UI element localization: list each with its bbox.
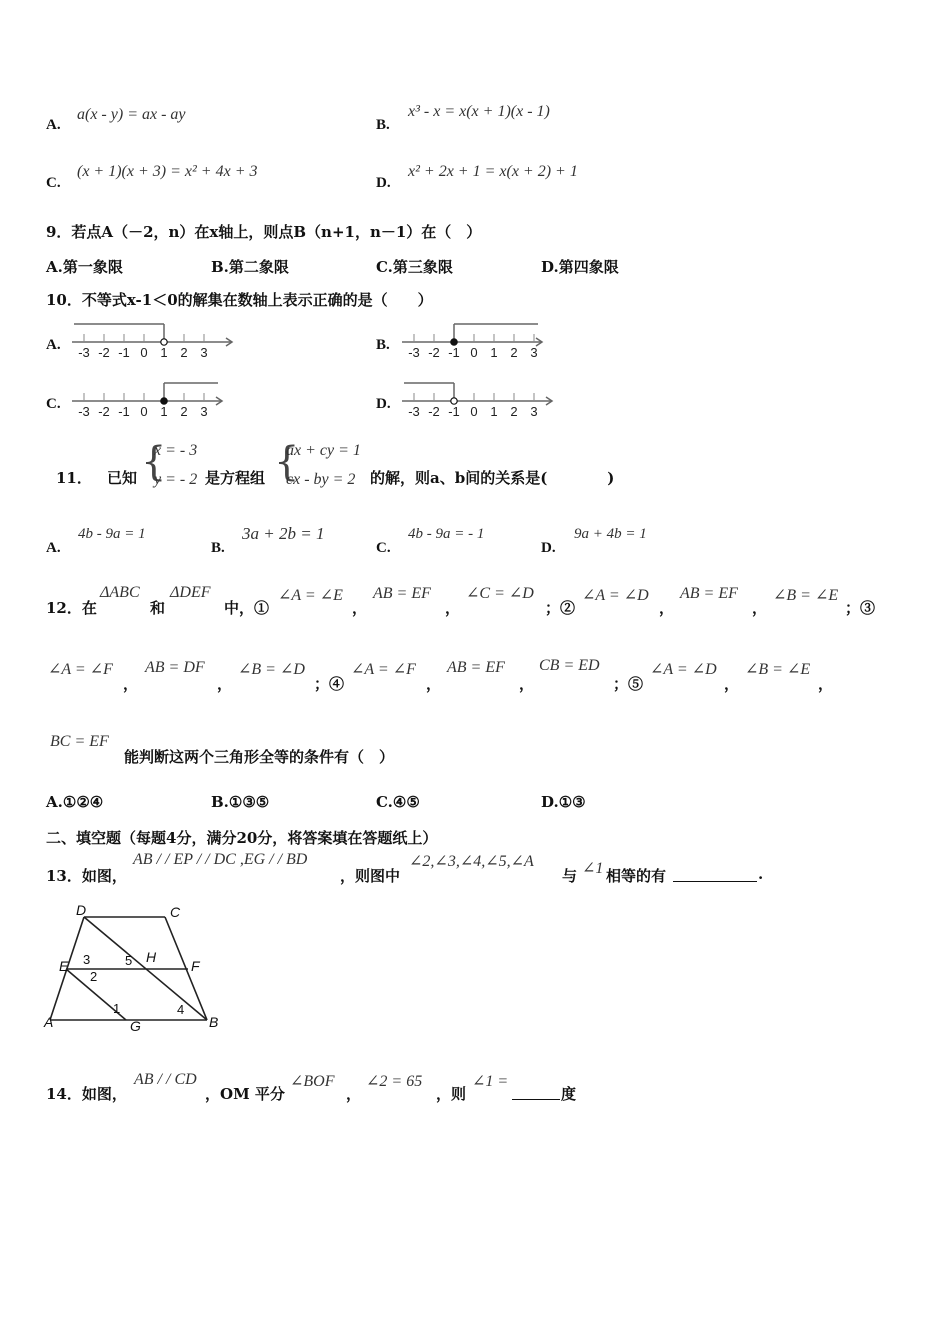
q12-sep: ， — [352, 599, 368, 617]
q11-option-a-label: A. — [46, 540, 61, 556]
number-line-tick-label: 3 — [530, 404, 538, 419]
figure-label-c: C — [170, 904, 181, 920]
q12-and: 和 — [150, 599, 166, 617]
q8-option-a-expr: a(x - y) = ax - ay — [77, 106, 186, 123]
q14-om-bisects: ，OM 平分 — [205, 1085, 285, 1103]
q11-option-c-expr: 4b - 9a = - 1 — [408, 526, 485, 542]
q12-cond4-a: ∠A = ∠F — [351, 661, 416, 678]
q12-cond1-c: ∠C = ∠D — [466, 585, 534, 602]
q13-expr-angles: ∠2,∠3,∠4,∠5,∠A — [409, 853, 534, 870]
q13-number: 13．如图， — [46, 867, 127, 885]
q12-zhong: 中，① — [224, 599, 270, 617]
q12-sep: ， — [519, 675, 535, 693]
q12-cond4-b: AB = EF — [447, 659, 505, 676]
number-line-tick-label: -3 — [78, 345, 90, 360]
number-line-tick-label: 2 — [180, 404, 188, 419]
number-line-tick-label: -1 — [118, 345, 130, 360]
number-line-tick-label: -3 — [408, 345, 420, 360]
q11-mid: 是方程组 — [205, 469, 266, 487]
q14-expr-angle-bof: ∠BOF — [290, 1073, 335, 1090]
q12-cond3-c: ∠B = ∠D — [238, 661, 305, 678]
closed-point — [451, 339, 457, 345]
q12-cond5-b: ∠B = ∠E — [745, 661, 811, 678]
q14-number: 14．如图， — [46, 1085, 127, 1103]
q10-question: 10．不等式x-1＜0的解集在数轴上表示正确的是（ ） — [46, 291, 433, 309]
q13-post: 相等的有 — [606, 867, 667, 885]
q11-option-d-expr: 9a + 4b = 1 — [574, 526, 647, 542]
number-line-tick-label: -2 — [98, 404, 110, 419]
figure-angle-1: 1 — [113, 1001, 121, 1016]
q12-option-a: A.①②④ — [46, 793, 104, 811]
q10-numberline-a — [70, 318, 240, 366]
number-line-tick-label: 3 — [200, 345, 208, 360]
q12-sep: ， — [724, 675, 740, 693]
q11-option-b-label: B. — [211, 540, 225, 556]
number-line-tick-label: -1 — [118, 404, 130, 419]
figure-label-d: D — [76, 902, 87, 918]
q10-option-c-label: C. — [46, 396, 61, 412]
q8-option-b-label: B. — [376, 117, 390, 133]
q11-brace-2: { — [274, 439, 300, 485]
open-point — [451, 398, 457, 404]
q11-sys2-line2: cx - by = 2 — [286, 471, 356, 488]
q9-question: 9．若点A（－2，n）在x轴上，则点B（n+1，n－1）在（ ） — [46, 223, 482, 241]
q11-sys1-line1: x = - 3 — [154, 442, 198, 459]
q12-sep: ， — [217, 675, 233, 693]
q9-option-b: B.第二象限 — [211, 258, 289, 276]
q14-expr-parallel: AB / / CD — [134, 1071, 197, 1088]
number-line-tick-label: 0 — [140, 345, 148, 360]
figure-angle-5: 5 — [125, 953, 133, 968]
q12-cond5-c: BC = EF — [50, 733, 109, 750]
open-point — [161, 339, 167, 345]
q11-sys1-line2: y = - 2 — [154, 471, 198, 488]
q11-option-b-expr: 3a + 2b = 1 — [242, 524, 325, 543]
number-line-tick-label: -1 — [448, 345, 460, 360]
q14-expr-angle1: ∠1 = — [472, 1073, 509, 1090]
figure-label-a: A — [44, 1014, 54, 1030]
number-line-tick-label: 2 — [510, 345, 518, 360]
number-line-tick-label: 0 — [470, 404, 478, 419]
q13-expr-parallel: AB / / EP / / DC ,EG / / BD — [133, 851, 308, 868]
q13-trapezoid-figure — [40, 900, 230, 1040]
q10-option-d-label: D. — [376, 396, 391, 412]
q13-answer-blank[interactable] — [673, 865, 757, 882]
figure-label-f: F — [191, 958, 200, 974]
number-line-tick-label: 0 — [140, 404, 148, 419]
number-line-tick-label: -2 — [428, 404, 440, 419]
q12-sep: ；③ — [845, 599, 876, 617]
number-line-tick-label: -3 — [78, 404, 90, 419]
q12-sep: ， — [445, 599, 461, 617]
q12-cond4-c: CB = ED — [539, 657, 600, 674]
q12-sep: ；④ — [314, 675, 345, 693]
q11-option-d-label: D. — [541, 540, 556, 556]
q11-brace-1: { — [141, 439, 167, 485]
q9-option-c: C.第三象限 — [376, 258, 453, 276]
number-line-tick-label: -2 — [428, 345, 440, 360]
q8-option-d-label: D. — [376, 175, 391, 191]
q12-sep: ， — [426, 675, 442, 693]
q12-cond3-a: ∠A = ∠F — [48, 661, 113, 678]
q12-cond1-a: ∠A = ∠E — [278, 587, 343, 604]
number-line-tick-label: -1 — [448, 404, 460, 419]
q11-number: 11． — [56, 469, 92, 487]
q13-yu: 与 — [562, 867, 578, 885]
q12-question-tail: 能判断这两个三角形全等的条件有（ ） — [124, 748, 395, 766]
q10-option-b-label: B. — [376, 337, 390, 353]
q10-numberline-c — [70, 377, 230, 425]
q12-sep: ， — [123, 675, 139, 693]
q9-option-a: A.第一象限 — [46, 258, 123, 276]
q11-post: 的解，则a、b间的关系是( ) — [370, 469, 615, 487]
number-line-tick-label: 1 — [490, 404, 498, 419]
number-line-tick-label: 2 — [180, 345, 188, 360]
figure-label-e: E — [59, 958, 69, 974]
q14-du: 度 — [561, 1085, 577, 1103]
q13-end: . — [758, 865, 764, 883]
number-line-tick-label: 3 — [200, 404, 208, 419]
q14-answer-blank[interactable] — [512, 1083, 560, 1100]
q12-cond5-a: ∠A = ∠D — [650, 661, 717, 678]
q12-number: 12．在 — [46, 599, 97, 617]
q8-option-c-label: C. — [46, 175, 61, 191]
q8-option-c-expr: (x + 1)(x + 3) = x² + 4x + 3 — [77, 163, 258, 180]
section-heading-fill-in: 二、填空题（每题4分，满分20分，将答案填在答题纸上） — [46, 829, 438, 847]
q12-triangle-abc: ΔABC — [100, 584, 140, 601]
q13-mid: ，则图中 — [340, 867, 401, 885]
q12-option-d: D.①③ — [541, 793, 586, 811]
q13-expr-angle1: ∠1 — [582, 860, 604, 877]
q12-sep: ；② — [545, 599, 576, 617]
q11-pre: 已知 — [107, 469, 138, 487]
q12-cond2-c: ∠B = ∠E — [773, 587, 839, 604]
q10-numberline-b — [400, 318, 550, 366]
figure-label-g: G — [130, 1018, 141, 1034]
q12-sep: ， — [818, 675, 834, 693]
q12-cond3-b: AB = DF — [145, 659, 205, 676]
number-line-tick-label: 2 — [510, 404, 518, 419]
q11-option-c-label: C. — [376, 540, 391, 556]
number-line-tick-label: -2 — [98, 345, 110, 360]
q12-sep: ， — [752, 599, 768, 617]
figure-angle-2: 2 — [90, 969, 98, 984]
q10-numberline-d — [400, 377, 560, 425]
number-line-tick-label: -3 — [408, 404, 420, 419]
figure-label-h: H — [146, 949, 157, 965]
q14-expr-angle2: ∠2 = 65 — [366, 1073, 423, 1090]
q14-then: ，则 — [436, 1085, 467, 1103]
q12-option-c: C.④⑤ — [376, 793, 420, 811]
q8-option-d-expr: x² + 2x + 1 = x(x + 2) + 1 — [408, 163, 578, 180]
figure-label-b: B — [209, 1014, 219, 1030]
number-line-tick-label: 3 — [530, 345, 538, 360]
q8-option-b-expr: x³ - x = x(x + 1)(x - 1) — [408, 103, 550, 120]
q12-cond2-b: AB = EF — [680, 585, 738, 602]
number-line-tick-label: 1 — [160, 345, 168, 360]
q12-triangle-def: ΔDEF — [170, 584, 211, 601]
q9-option-d: D.第四象限 — [541, 258, 619, 276]
q12-sep: ；⑤ — [613, 675, 644, 693]
q12-cond2-a: ∠A = ∠D — [582, 587, 649, 604]
figure-angle-3: 3 — [83, 952, 91, 967]
number-line-tick-label: 1 — [160, 404, 168, 419]
number-line-tick-label: 1 — [490, 345, 498, 360]
number-line-tick-label: 0 — [470, 345, 478, 360]
q12-option-b: B.①③⑤ — [211, 793, 270, 811]
closed-point — [161, 398, 167, 404]
q10-option-a-label: A. — [46, 337, 61, 353]
q12-sep: ， — [659, 599, 675, 617]
figure-angle-4: 4 — [177, 1002, 185, 1017]
q14-comma: ， — [346, 1085, 362, 1103]
q8-option-a-label: A. — [46, 117, 61, 133]
q12-cond1-b: AB = EF — [373, 585, 431, 602]
q11-sys2-line1: ax + cy = 1 — [286, 442, 361, 459]
q11-option-a-expr: 4b - 9a = 1 — [78, 526, 146, 542]
